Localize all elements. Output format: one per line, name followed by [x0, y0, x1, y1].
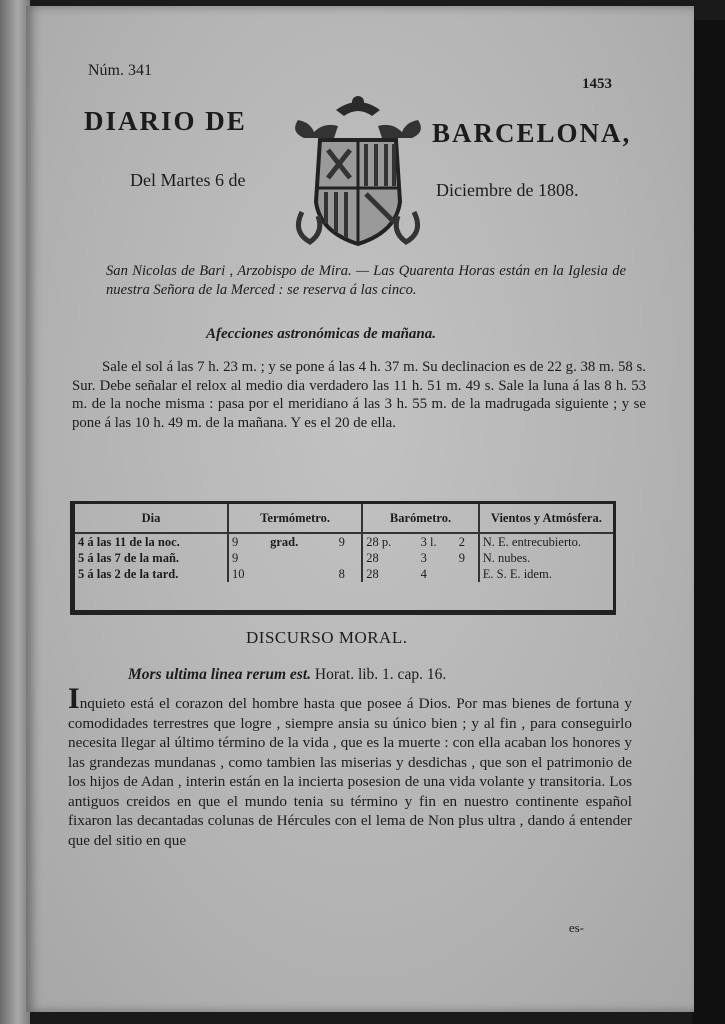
thermo-unit: [267, 566, 335, 582]
essay-text: nquieto está el corazon del hombre hasta que posee á Dios. Por mas bienes de fortuna y comodidades terrestres que logre , siempre ansia su único bien ; y al fin , para conseguirlo necesita llegar al último término de la vida , que es la muerte : con ella acaban los honores y las grandezas mundanas , como tambien las miserias y desdichas , que son el patrimonio de los hijos de Adan , interin están en la incierta posesion de una vida volante y transitoria. Los antiguos creidos en que el mundo tenia su término y fin en nuestro continente español fixaron las decantadas colunas de Hércules con el lema de Non plus ultra , dando á entender que del sitio en que: [68, 695, 632, 849]
newspaper-page: [26, 6, 694, 1012]
motto-reference: Horat. lib. 1. cap. 16.: [314, 666, 447, 683]
thermo-value: 10: [232, 566, 245, 581]
drop-cap: I: [68, 682, 80, 715]
thermo-fraction: 8: [336, 566, 363, 582]
header-termometro: Termómetro.: [228, 504, 362, 533]
baro-points: [456, 566, 479, 582]
catchword: es-: [568, 920, 584, 935]
baro-points: 2: [456, 533, 479, 550]
baro-lines: 3 l.: [420, 534, 437, 549]
astronomy-heading: Afecciones astronómicas de mañana.: [206, 326, 437, 342]
thermo-fraction: 9: [336, 533, 363, 550]
row-dia: 4 á las 11 de la noc.: [75, 533, 228, 550]
header-vientos: Vientos y Atmósfera.: [479, 504, 613, 533]
motto-quote: Mors ultima linea rerum est.: [128, 666, 312, 683]
table-row: [75, 550, 613, 566]
thermo-value: 9: [232, 550, 239, 565]
page-number: 1453: [582, 76, 612, 92]
thermo-unit: [267, 550, 335, 566]
astronomy-paragraph: [72, 358, 646, 432]
baro-inches: 28 p.: [366, 534, 392, 549]
baro-points: 9: [456, 550, 479, 566]
row-weather: E. S. E. idem.: [482, 566, 552, 581]
essay-body: [68, 682, 632, 850]
baro-inches: 28: [366, 566, 379, 581]
baro-lines: 3: [420, 550, 427, 565]
thermo-value: 9: [232, 534, 239, 549]
header-dia: Dia: [75, 504, 228, 533]
astronomy-text: Sale el sol á las 7 h. 23 m. ; y se pone á las 4 h. 37 m. Su declinacion es de 22 g. 38 m. 58 s. Sur. Debe señalar el relox al medio dia verdadero las 11 h. 51 m. 49 s. Sale la luna á las 8 h. 53 m. de la noche misma : pasa por el meridiano á las 3 h. 55 m. de la madrugada siguiente ; y se pone á las 10 h. 49 m. de la mañana. Y es el 20 de ella.: [72, 359, 646, 431]
thermo-fraction: [336, 550, 363, 566]
date-right: Diciembre de 1808.: [436, 180, 579, 200]
header-barometro: Barómetro.: [362, 504, 479, 533]
row-weather: N. E. entrecubierto.: [482, 534, 581, 549]
coat-of-arms-emblem: [284, 92, 432, 254]
row-dia: 5 á las 7 de la mañ.: [75, 550, 228, 566]
baro-lines: 4: [420, 566, 427, 581]
saints-of-the-day: San Nicolas de Bari , Arzobispo de Mira. — Las Quarenta Horas están en la Iglesia de nuestra Señora de la Merced : se reserva á las cinco.: [106, 263, 626, 298]
table-row: [75, 533, 613, 550]
dark-margin: [692, 20, 725, 1024]
section-title: DISCURSO MORAL.: [246, 628, 408, 647]
latin-motto: [128, 666, 446, 684]
thermo-unit: grad.: [270, 534, 299, 549]
baro-inches: 28: [366, 550, 379, 565]
table-row: [75, 566, 613, 582]
date-left: Del Martes 6 de: [130, 170, 246, 190]
masthead-left: DIARIO DE: [84, 106, 247, 136]
issue-number: Núm. 341: [88, 62, 152, 79]
row-weather: N. nubes.: [482, 550, 531, 565]
weather-table: [70, 501, 616, 615]
row-dia: 5 á las 2 de la tard.: [75, 566, 228, 582]
masthead-right: BARCELONA,: [432, 118, 632, 148]
weather-table-header: [75, 504, 613, 533]
